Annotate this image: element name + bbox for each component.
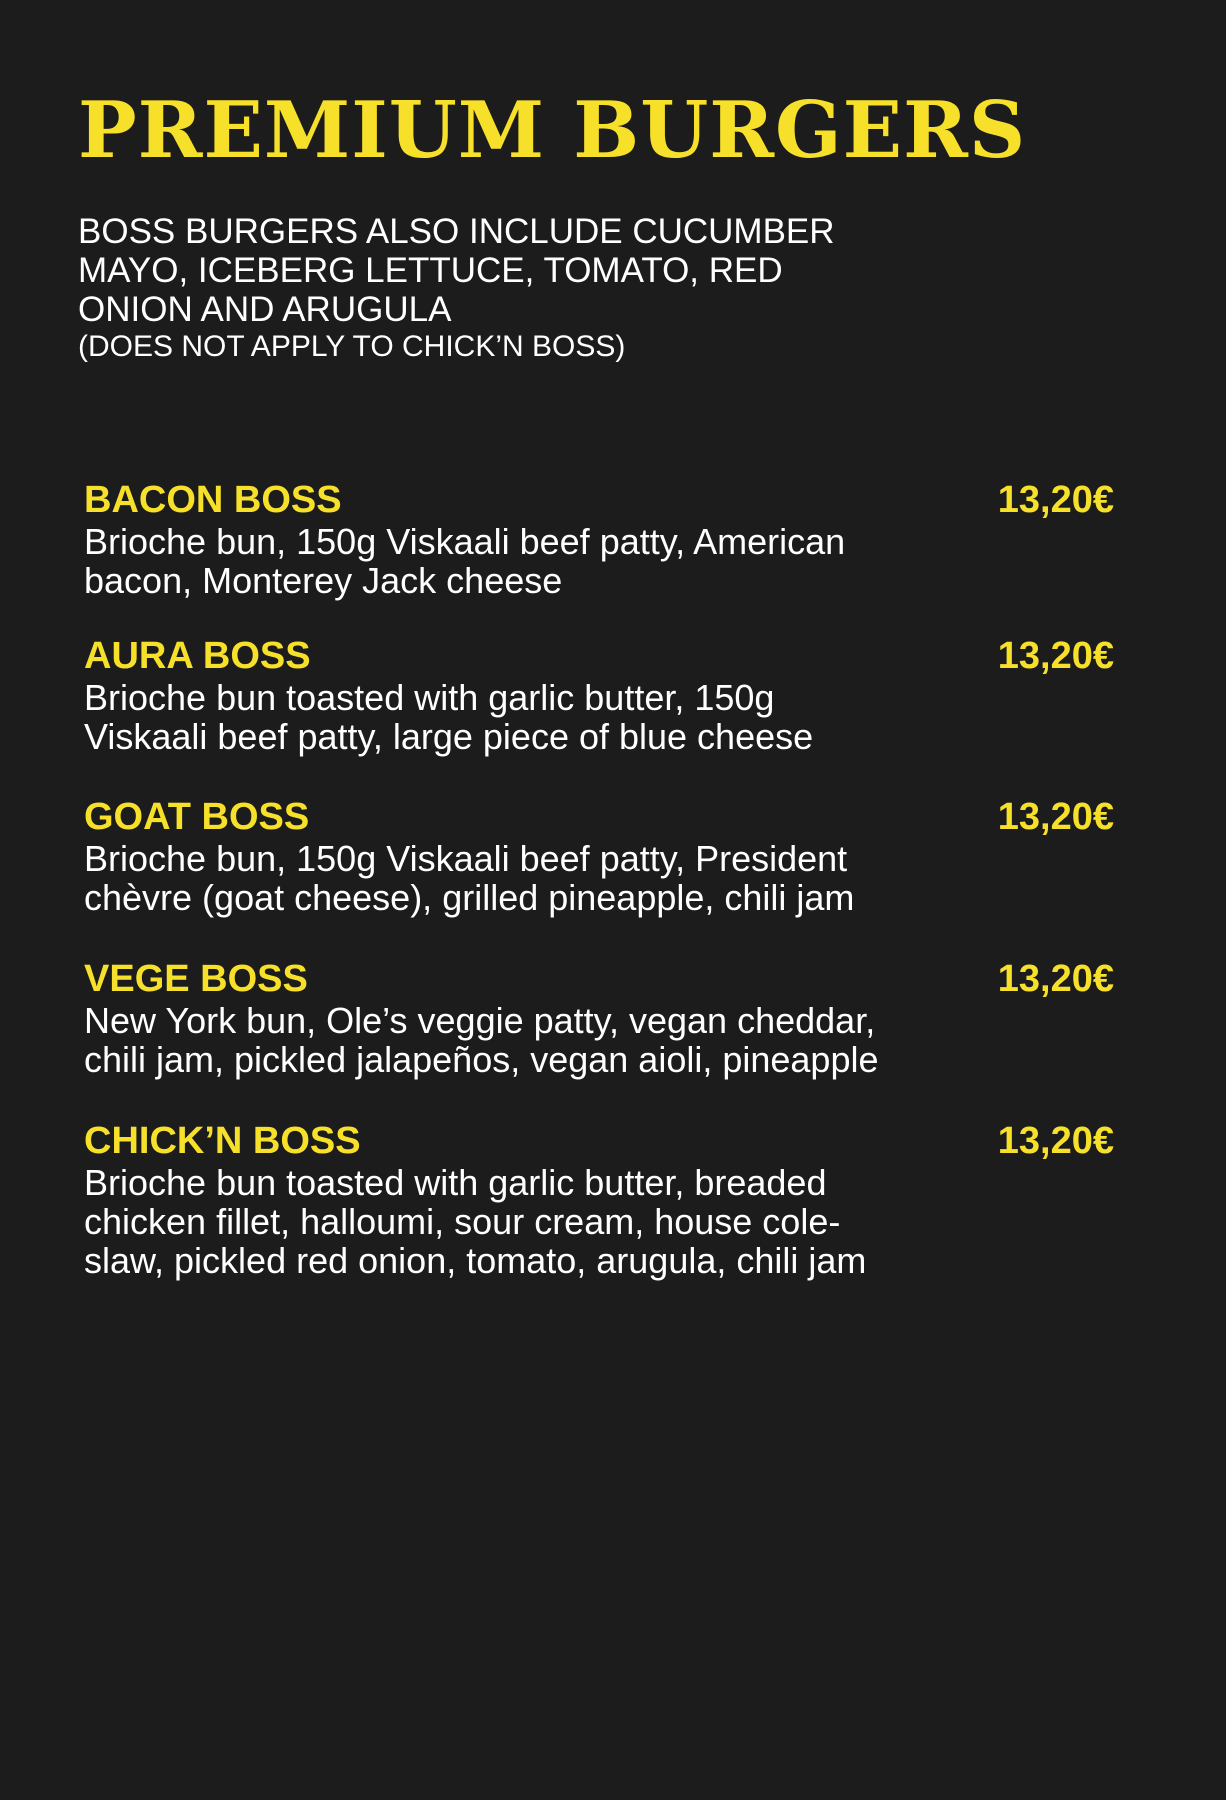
menu-item-bacon-boss: [84, 478, 1114, 600]
menu-item-vege-boss: [84, 957, 1114, 1079]
item-description: Brioche bun, 150g Viskaali beef patty, President: [84, 838, 848, 879]
intro-line: MAYO, ICEBERG LETTUCE, TOMATO, RED: [78, 251, 783, 290]
item-description: Brioche bun toasted with garlic butter, 150g: [84, 677, 775, 718]
item-name: AURA BOSS: [84, 635, 311, 677]
item-description: Brioche bun, 150g Viskaali beef patty, American: [84, 521, 846, 562]
item-description: Viskaali beef patty, large piece of blue cheese: [84, 716, 814, 757]
item-description: chicken fillet, halloumi, sour cream, house cole-: [84, 1201, 841, 1242]
item-description: bacon, Monterey Jack cheese: [84, 560, 563, 601]
item-price: 13,20€: [997, 479, 1114, 521]
item-description: New York bun, Ole’s veggie patty, vegan cheddar,: [84, 1000, 876, 1041]
item-description: slaw, pickled red onion, tomato, arugula, chili jam: [84, 1240, 867, 1281]
menu-item-aura-boss: [84, 634, 1114, 756]
item-description: chèvre (goat cheese), grilled pineapple, chili jam: [84, 877, 855, 918]
item-price: 13,20€: [997, 958, 1114, 1000]
intro-line: BOSS BURGERS ALSO INCLUDE CUCUMBER: [78, 212, 835, 251]
item-name: BACON BOSS: [84, 479, 342, 521]
item-name: VEGE BOSS: [84, 958, 308, 1000]
menu-item-chickn-boss: [84, 1119, 1114, 1280]
item-name: GOAT BOSS: [84, 796, 310, 838]
item-description: chili jam, pickled jalapeños, vegan aioli, pineapple: [84, 1039, 879, 1080]
intro-line: ONION AND ARUGULA: [78, 290, 452, 329]
intro-note: (DOES NOT APPLY TO CHICK’N BOSS): [78, 330, 626, 363]
item-price: 13,20€: [997, 796, 1114, 838]
item-name: CHICK’N BOSS: [84, 1120, 361, 1162]
item-description: Brioche bun toasted with garlic butter, breaded: [84, 1162, 827, 1203]
page-title: PREMIUM BURGERS: [78, 85, 1027, 176]
item-price: 13,20€: [997, 635, 1114, 677]
menu-item-goat-boss: [84, 795, 1114, 917]
intro-text: [78, 212, 938, 365]
item-price: 13,20€: [997, 1120, 1114, 1162]
